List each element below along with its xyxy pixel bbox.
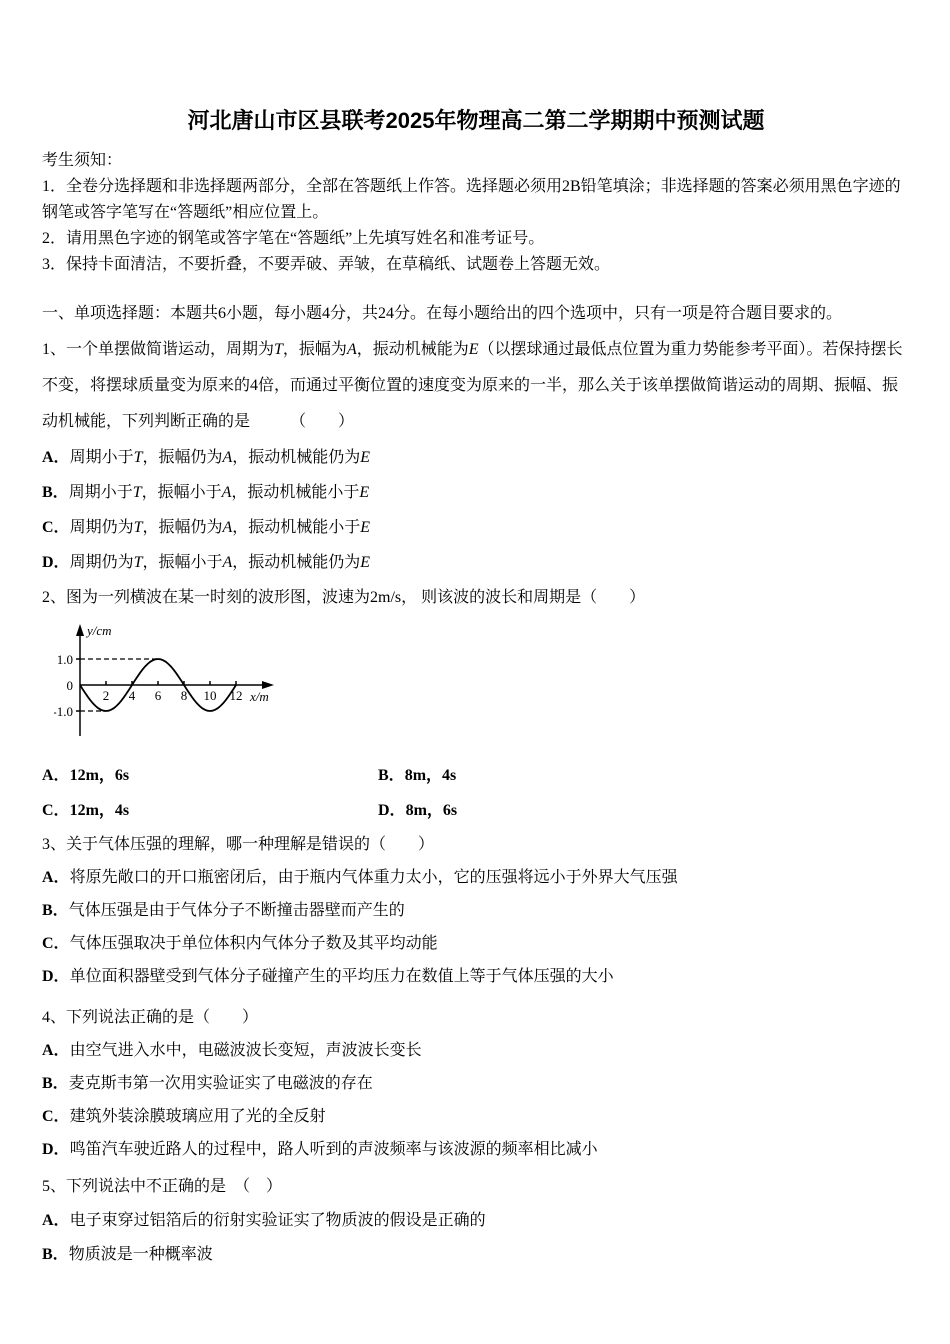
svg-text:12: 12 [229, 688, 243, 703]
question-5-option-a [42, 1204, 910, 1238]
svg-text:1.0: 1.0 [56, 652, 73, 667]
question-2-options [42, 758, 910, 828]
option-text: 周期仍为T，振幅仍为A，振动机械能小于E [69, 519, 371, 536]
option-label: B． [42, 484, 69, 501]
option-text: 鸣笛汽车驶近路人的过程中，路人听到的声波频率与该波源的频率相比减小 [69, 1141, 598, 1158]
question-2-option-d [378, 793, 910, 828]
option-text: 周期小于T，振幅小于A，振动机械能小于E [68, 484, 370, 501]
question-5-stem: 5、下列说法中不正确的是 （ ） [42, 1178, 283, 1195]
question-3-stem: 3、关于气体压强的理解，哪一种理解是错误的（ ） [42, 836, 435, 853]
question-3 [42, 828, 910, 993]
svg-text:y/cm: y/cm [87, 623, 112, 638]
question-3-option-c [42, 927, 910, 960]
svg-text:4: 4 [128, 688, 136, 703]
waveform-chart [54, 623, 290, 741]
question-5 [42, 1170, 910, 1272]
question-3-option-b [42, 894, 910, 927]
svg-text:0: 0 [66, 678, 73, 693]
option-label: C． [42, 802, 70, 819]
question-3-option-a [42, 861, 910, 894]
question-2-option-a [42, 758, 378, 793]
question-1-stem: 1、一个单摆做简谐运动，周期为T，振幅为A，振动机械能为E（以摆球通过最低点位置为重力势能参考平面）。若保持摆长不变，将摆球质量变为原来的4倍，而通过平衡位置的速度变为原来的一半，那么关于该单摆做简谐运动的周期、振幅、振动机械能，下列判断正确的是 （ ） [42, 341, 903, 430]
option-label: A． [42, 449, 70, 466]
option-text: 麦克斯韦第一次用实验证实了电磁波的存在 [68, 1075, 373, 1092]
question-4-option-c [42, 1100, 910, 1133]
question-5-option-b [42, 1238, 910, 1272]
page-title: 河北唐山市区县联考2025年物理高二第二学期期中预测试题 [187, 108, 765, 133]
option-text: 周期小于T，振幅仍为A，振动机械能仍为E [69, 449, 371, 466]
svg-text:-1.0: -1.0 [54, 704, 73, 719]
question-2-option-b [378, 758, 910, 793]
option-text: 12m，6s [69, 767, 130, 784]
question-4-stem: 4、下列说法正确的是（ ） [42, 1009, 259, 1026]
option-text: 8m，4s [404, 767, 457, 784]
option-label: B． [378, 767, 405, 784]
question-1-option-b [42, 475, 910, 510]
section-1-heading: 一、单项选择题：本题共6小题，每小题4分，共24分。在每小题给出的四个选项中，只有一项是符合题目要求的。 [42, 305, 843, 322]
waveform-figure [54, 623, 910, 746]
question-1-option-d [42, 545, 910, 580]
option-label: B． [42, 902, 69, 919]
option-label: D． [42, 1141, 70, 1158]
option-text: 周期仍为T，振幅小于A，振动机械能仍为E [69, 554, 371, 571]
option-label: A． [42, 767, 70, 784]
question-3-option-d [42, 960, 910, 993]
option-text: 8m，6s [405, 802, 458, 819]
option-label: B． [42, 1246, 69, 1263]
notice-heading: 考生须知： [42, 152, 123, 169]
question-4-option-d [42, 1133, 910, 1166]
option-text: 单位面积器壁受到气体分子碰撞产生的平均压力在数值上等于气体压强的大小 [69, 968, 614, 985]
option-text: 将原先敞口的开口瓶密闭后，由于瓶内气体重力太小，它的压强将远小于外界大气压强 [69, 869, 678, 886]
notice-item-2: 2．请用黑色字迹的钢笔或答字笔在“答题纸”上先填写姓名和准考证号。 [42, 230, 545, 247]
option-label: A． [42, 1212, 70, 1229]
option-text: 电子束穿过铝箔后的衍射实验证实了物质波的假设是正确的 [69, 1212, 486, 1229]
svg-text:8: 8 [180, 688, 188, 703]
notice-item-1: 1．全卷分选择题和非选择题两部分，全部在答题纸上作答。选择题必须用2B铅笔填涂；非选择题的答案必须用黑色字迹的钢笔或答字笔写在“答题纸”相应位置上。 [42, 178, 901, 221]
option-text: 物质波是一种概率波 [68, 1246, 213, 1263]
option-label: A． [42, 869, 70, 886]
question-2-stem: 2、图为一列横波在某一时刻的波形图，波速为2m/s， 则该波的波长和周期是（ ） [42, 589, 646, 606]
option-label: C． [42, 519, 70, 536]
option-label: D． [42, 554, 70, 571]
option-label: C． [42, 935, 70, 952]
option-text: 气体压强取决于单位体积内气体分子数及其平均动能 [69, 935, 438, 952]
question-4 [42, 1001, 910, 1166]
question-1-option-c [42, 510, 910, 545]
question-4-option-b [42, 1067, 910, 1100]
option-text: 建筑外装涂膜玻璃应用了光的全反射 [69, 1108, 326, 1125]
svg-text:6: 6 [154, 688, 162, 703]
option-label: C． [42, 1108, 70, 1125]
notice-item-3: 3．保持卡面清洁，不要折叠，不要弄破、弄皱，在草稿纸、试题卷上答题无效。 [42, 256, 611, 273]
question-2-option-c [42, 793, 378, 828]
option-label: B． [42, 1075, 69, 1092]
svg-text:2: 2 [102, 688, 110, 703]
question-4-option-a [42, 1034, 910, 1067]
option-text: 12m，4s [69, 802, 130, 819]
option-label: A． [42, 1042, 70, 1059]
option-text: 气体压强是由于气体分子不断撞击器壁而产生的 [68, 902, 405, 919]
question-1-option-a [42, 440, 910, 475]
svg-text:x/m: x/m [250, 689, 269, 704]
option-label: D． [42, 968, 70, 985]
option-label: D． [378, 802, 406, 819]
option-text: 由空气进入水中，电磁波波长变短，声波波长变长 [69, 1042, 422, 1059]
svg-text:10: 10 [203, 688, 217, 703]
